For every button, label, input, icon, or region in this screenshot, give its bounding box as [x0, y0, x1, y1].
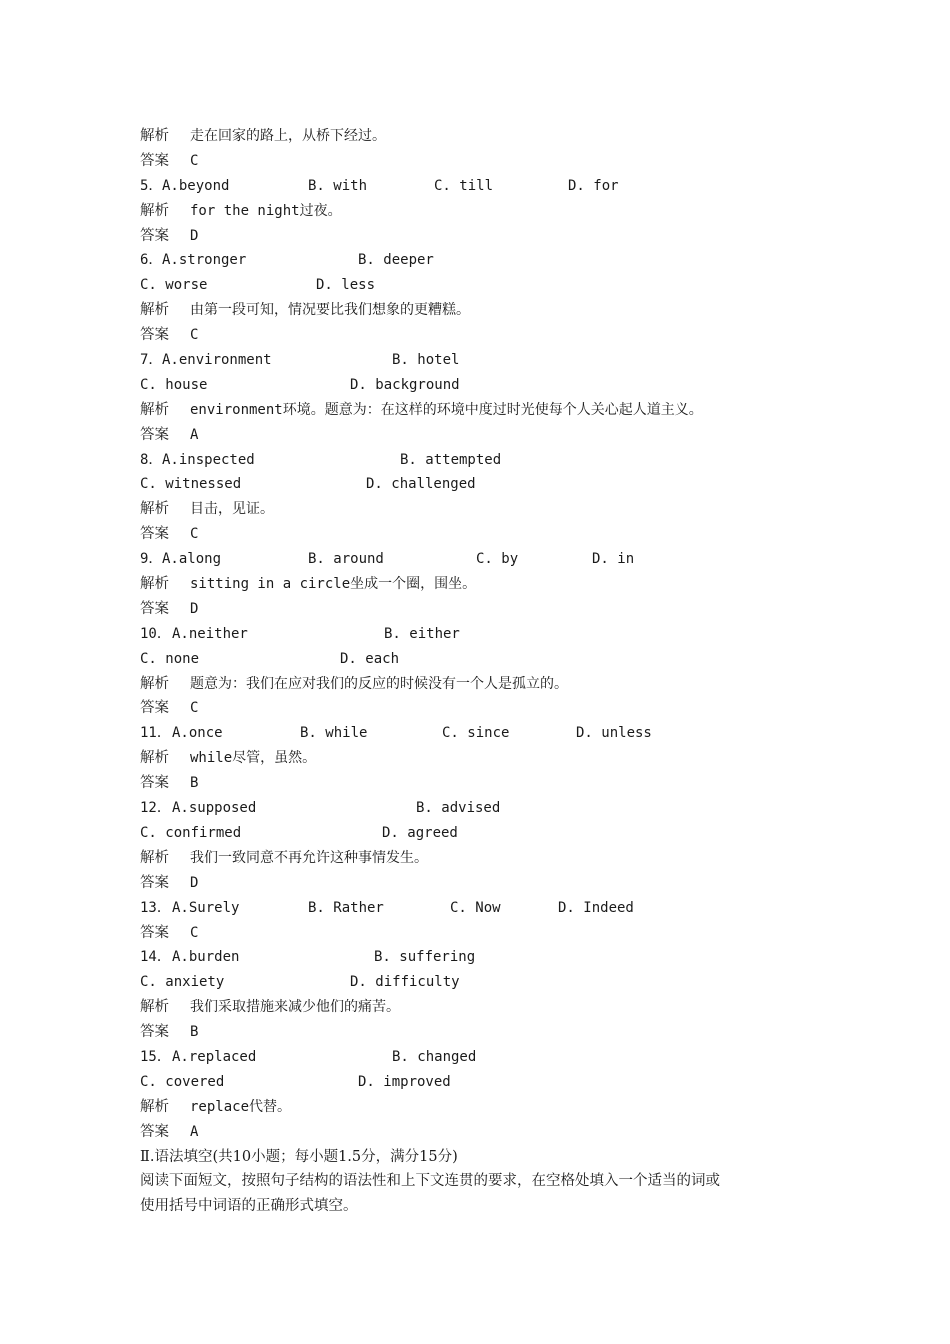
answer-value: C — [190, 526, 199, 543]
option-a: A.supposed — [172, 800, 257, 817]
analysis-text: while尽管，虽然。 — [190, 750, 317, 767]
analysis-label: 解析 — [140, 999, 169, 1016]
analysis-text: sitting in a circle坐成一个圈，围坐。 — [190, 576, 477, 593]
analysis-text: replace代替。 — [190, 1098, 292, 1115]
line-opts — [140, 821, 830, 846]
line-opts — [140, 1070, 830, 1095]
answer-value: C — [190, 700, 199, 717]
option-a: C. confirmed — [140, 824, 242, 841]
line-q — [140, 348, 830, 373]
answer-value: C — [190, 924, 199, 941]
option-b: B. advised — [416, 800, 501, 817]
answer-label: 答案 — [140, 874, 169, 891]
line-answer — [140, 1120, 830, 1145]
line-jiexi — [140, 298, 830, 323]
option-d: D. in — [592, 551, 635, 568]
option-d: D. unless — [576, 725, 652, 742]
analysis-label: 解析 — [140, 576, 169, 593]
line-opts — [140, 472, 830, 497]
option-a: A.stronger — [162, 252, 247, 269]
line-jiexi — [140, 846, 830, 871]
line-answer — [140, 323, 830, 348]
analysis-text: 由第一段可知，情况要比我们想象的更糟糕。 — [190, 302, 470, 319]
option-b: D. less — [316, 277, 376, 294]
analysis-label: 解析 — [140, 401, 169, 418]
line-answer — [140, 149, 830, 174]
line-q — [140, 896, 830, 921]
document-body — [140, 124, 830, 1219]
analysis-label: 解析 — [140, 675, 169, 692]
line-answer — [140, 1020, 830, 1045]
option-c: C. since — [442, 725, 510, 742]
option-b: B. Rather — [308, 899, 384, 916]
option-b: B. either — [384, 625, 460, 642]
question-number: 6． — [140, 252, 163, 269]
section-text: 阅读下面短文，按照句子结构的语法性和上下文连贯的要求，在空格处填入一个适当的词或 — [140, 1173, 720, 1190]
answer-label: 答案 — [140, 600, 169, 617]
analysis-text: environment环境。题意为：在这样的环境中度过时光使每个人关心起人道主义。 — [190, 401, 703, 418]
line-jiexi — [140, 672, 830, 697]
line-answer — [140, 423, 830, 448]
option-b: B. suffering — [374, 949, 476, 966]
question-number: 14． — [140, 949, 171, 966]
option-a: A.Surely — [172, 899, 240, 916]
question-number: 10． — [140, 625, 171, 642]
option-b: D. difficulty — [350, 974, 460, 991]
line-q — [140, 1045, 830, 1070]
line-answer — [140, 771, 830, 796]
option-b: B. changed — [392, 1048, 477, 1065]
option-b: B. attempted — [400, 451, 502, 468]
line-jiexi — [140, 995, 830, 1020]
line-q — [140, 945, 830, 970]
line-plain — [140, 1194, 830, 1219]
option-a: C. worse — [140, 277, 208, 294]
line-answer — [140, 224, 830, 249]
answer-value: D — [190, 227, 199, 244]
analysis-label: 解析 — [140, 849, 169, 866]
section-text: 使用括号中词语的正确形式填空。 — [140, 1198, 358, 1215]
line-jiexi — [140, 124, 830, 149]
analysis-label: 解析 — [140, 1098, 169, 1115]
line-jiexi — [140, 497, 830, 522]
option-b: D. each — [340, 650, 400, 667]
option-d: D. for — [568, 177, 619, 194]
question-number: 13． — [140, 899, 171, 916]
option-b: B. hotel — [392, 352, 460, 369]
analysis-text: 走在回家的路上，从桥下经过。 — [190, 128, 386, 144]
option-a: A.beyond — [162, 177, 230, 194]
analysis-label: 解析 — [140, 750, 169, 767]
answer-value: B — [190, 775, 199, 792]
option-b: B. around — [308, 551, 384, 568]
option-b: D. improved — [358, 1073, 451, 1090]
option-d: D. Indeed — [558, 899, 634, 916]
answer-value: C — [190, 152, 199, 169]
option-a: C. house — [140, 376, 208, 393]
option-a: C. anxiety — [140, 974, 225, 991]
question-number: 7． — [140, 352, 163, 369]
line-answer — [140, 696, 830, 721]
section-text: Ⅱ.语法填空(共10小题；每小题1.5分，满分15分) — [140, 1148, 458, 1165]
line-opts — [140, 970, 830, 995]
option-a: A.burden — [172, 949, 240, 966]
line-plain — [140, 1145, 830, 1170]
answer-value: B — [190, 1024, 199, 1041]
question-number: 15． — [140, 1048, 171, 1065]
line-answer — [140, 522, 830, 547]
option-b: B. deeper — [358, 252, 434, 269]
option-a: C. witnessed — [140, 476, 242, 493]
option-a: A.inspected — [162, 451, 255, 468]
line-q — [140, 448, 830, 473]
question-number: 12． — [140, 800, 171, 817]
line-jiexi — [140, 398, 830, 423]
option-c: C. till — [434, 177, 494, 194]
line-jiexi — [140, 1095, 830, 1120]
line-jiexi — [140, 199, 830, 224]
line-q — [140, 174, 830, 199]
line-q — [140, 248, 830, 273]
line-answer — [140, 921, 830, 946]
analysis-text: for the night过夜。 — [190, 202, 342, 219]
answer-label: 答案 — [140, 775, 169, 792]
answer-label: 答案 — [140, 1024, 169, 1041]
option-a: A.environment — [162, 352, 272, 369]
question-number: 11． — [140, 725, 171, 742]
line-answer — [140, 597, 830, 622]
analysis-label: 解析 — [140, 302, 169, 319]
answer-label: 答案 — [140, 227, 169, 244]
line-answer — [140, 871, 830, 896]
answer-label: 答案 — [140, 327, 169, 344]
answer-value: D — [190, 874, 199, 891]
line-q — [140, 796, 830, 821]
analysis-label: 解析 — [140, 501, 169, 518]
answer-label: 答案 — [140, 1123, 169, 1140]
option-a: A.along — [162, 551, 222, 568]
option-b: D. agreed — [382, 824, 458, 841]
line-q — [140, 547, 830, 572]
line-opts — [140, 647, 830, 672]
question-number: 8． — [140, 451, 163, 468]
option-a: C. covered — [140, 1073, 225, 1090]
answer-label: 答案 — [140, 700, 169, 717]
line-opts — [140, 273, 830, 298]
analysis-text: 我们采取措施来减少他们的痛苦。 — [190, 999, 400, 1016]
answer-label: 答案 — [140, 526, 169, 543]
option-c: C. by — [476, 551, 519, 568]
option-b: D. background — [350, 376, 460, 393]
answer-value: C — [190, 327, 199, 344]
analysis-text: 题意为：我们在应对我们的反应的时候没有一个人是孤立的。 — [190, 675, 568, 692]
analysis-text: 我们一致同意不再允许这种事情发生。 — [190, 849, 428, 866]
line-jiexi — [140, 746, 830, 771]
analysis-label: 解析 — [140, 202, 169, 219]
option-b: D. challenged — [366, 476, 476, 493]
answer-value: A — [190, 1123, 199, 1140]
option-b: B. with — [308, 177, 368, 194]
answer-value: D — [190, 600, 199, 617]
option-b: B. while — [300, 725, 368, 742]
option-c: C. Now — [450, 899, 501, 916]
option-a: A.neither — [172, 625, 248, 642]
line-plain — [140, 1169, 830, 1194]
option-a: C. none — [140, 650, 200, 667]
line-q — [140, 622, 830, 647]
line-q — [140, 721, 830, 746]
line-jiexi — [140, 572, 830, 597]
answer-value: A — [190, 426, 199, 443]
question-number: 5． — [140, 177, 163, 194]
answer-label: 答案 — [140, 152, 169, 169]
option-a: A.once — [172, 725, 223, 742]
analysis-label: 解析 — [140, 128, 169, 144]
answer-label: 答案 — [140, 924, 169, 941]
line-opts — [140, 373, 830, 398]
option-a: A.replaced — [172, 1048, 257, 1065]
question-number: 9． — [140, 551, 163, 568]
answer-label: 答案 — [140, 426, 169, 443]
analysis-text: 目击，见证。 — [190, 501, 274, 518]
